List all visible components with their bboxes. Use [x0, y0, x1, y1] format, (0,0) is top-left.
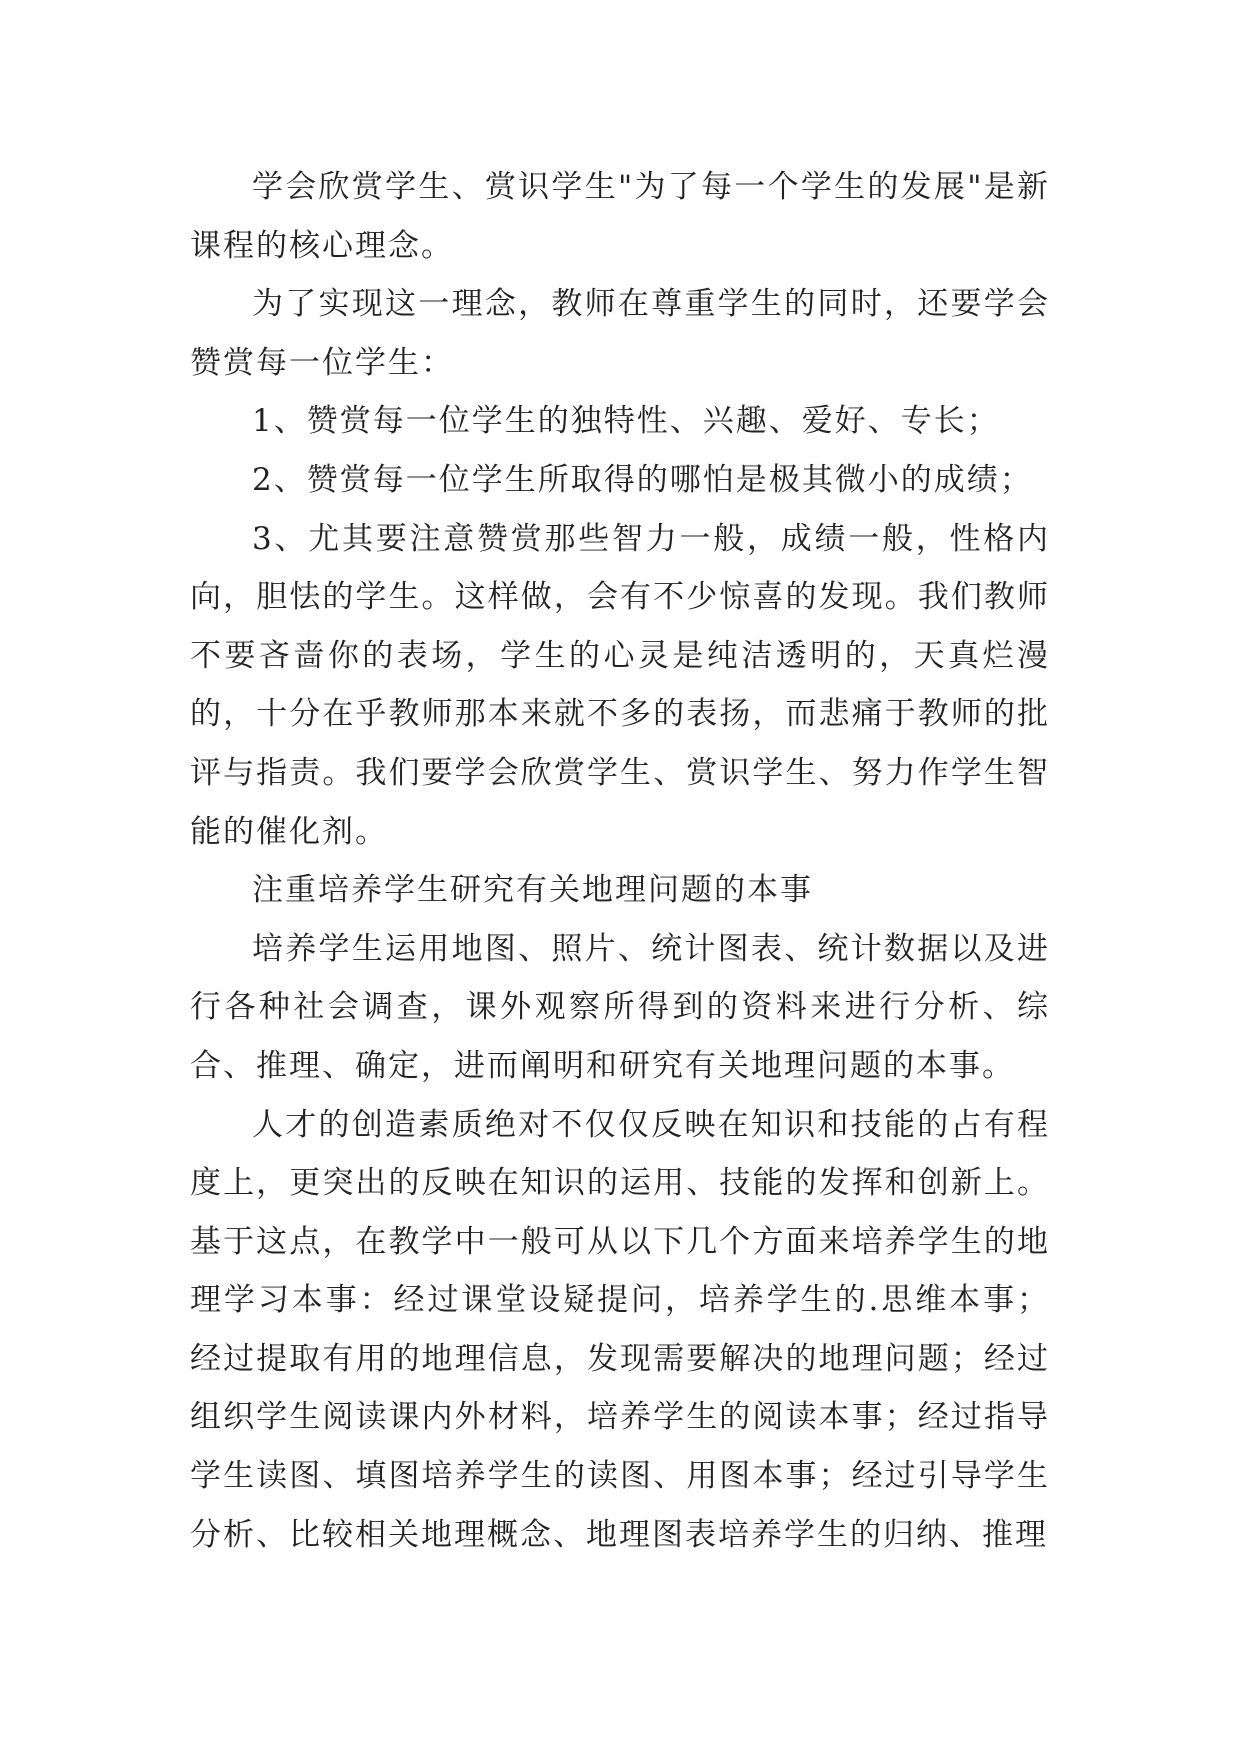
document-body [190, 158, 1050, 1564]
paragraph-3: 培养学生运用地图、照片、统计图表、统计数据以及进行各种社会调查，课外观察所得到的资料来进行分析、综合、推理、确定，进而阐明和研究有关地理问题的本事。 [190, 930, 1050, 1084]
list-item-2: 2、赞赏每一位学生所取得的哪怕是极其微小的成绩； [252, 461, 1033, 498]
section-heading: 注重培养学生研究有关地理问题的本事 [252, 872, 813, 909]
list-item-1: 1、赞赏每一位学生的独特性、兴趣、爱好、专长； [252, 403, 1000, 440]
paragraph-2: 为了实现这一理念，教师在尊重学生的同时，还要学会赞赏每一位学生： [190, 286, 1050, 381]
list-item-3: 3、尤其要注意赞赏那些智力一般，成绩一般，性格内向，胆怯的学生。这样做，会有不少惊喜的发现。我们教师不要吝啬你的表场，学生的心灵是纯洁透明的，天真烂漫的，十分在乎教师那本来就不多的表扬，而悲痛于教师的批评与指责。我们要学会欣赏学生、赏识学生、努力作学生智能的催化剂。 [190, 520, 1050, 850]
paragraph-1: 学会欣赏学生、赏识学生"为了每一个学生的发展"是新课程的核心理念。 [190, 169, 1050, 264]
paragraph-4: 人才的创造素质绝对不仅仅反映在知识和技能的占有程度上，更突出的反映在知识的运用、技能的发挥和创新上。基于这点，在教学中一般可从以下几个方面来培养学生的地理学习本事：经过课堂设疑提问，培养学生的.思维本事；经过提取有用的地理信息，发现需要解决的地理问题；经过组织学生阅读课内外材料，培养学生的阅读本事；经过指导学生读图、填图培养学生的读图、用图本事；经过引导学生分析、比较相关地理概念、地理图表培养学生的归纳、推理 [190, 1106, 1050, 1553]
